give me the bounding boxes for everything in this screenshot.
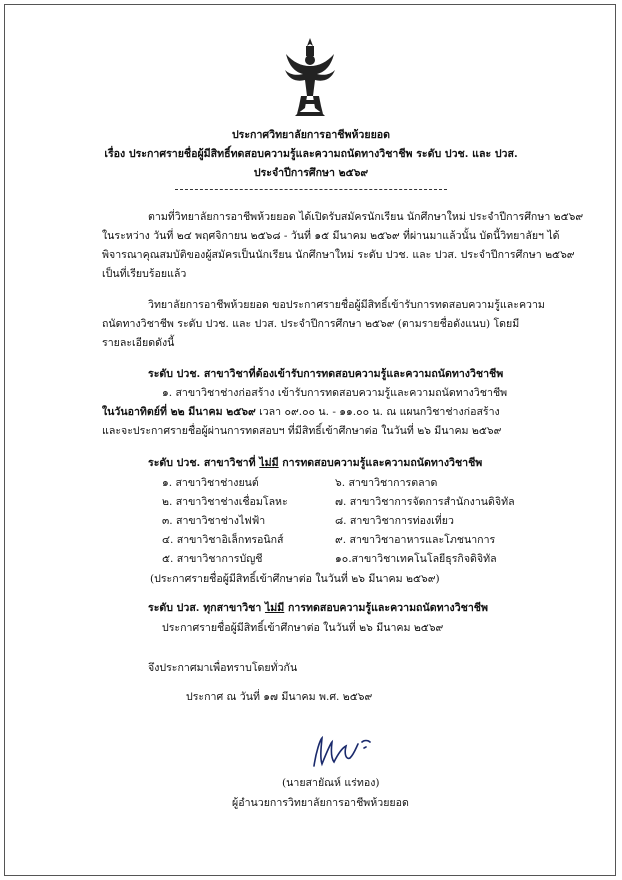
paragraph-1-line-1: ตามที่วิทยาลัยการอาชีพห้วยยอด ได้เปิดรับสมัครนักเรียน นักศึกษาใหม่ ประจำปีการศึกษา ๒๕๖๙ xyxy=(148,211,584,223)
major-list-item: ๘. สาขาวิชาการท่องเที่ยว xyxy=(335,515,454,527)
paragraph-2-line-2: ถนัดทางวิชาชีพ ระดับ ปวช. และ ปวส. ประจำปีการศึกษา ๒๕๖๙ (ตามรายชื่อดังแนบ) โดยมี xyxy=(102,318,520,330)
section-2-no-exam: ไม่มี xyxy=(259,457,279,469)
exam-time-place: เวลา ๐๙.๐๐ น. - ๑๑.๐๐ น. ณ แผนกวิชาช่างก่อสร้าง xyxy=(255,406,500,418)
garuda-emblem-icon xyxy=(283,36,337,120)
major-list-item: ๓. สาขาวิชาช่างไฟฟ้า xyxy=(162,515,266,527)
major-list-item: ๕. สาขาวิชาการบัญชี xyxy=(162,553,263,565)
paragraph-2-line-3: รายละเอียดดังนี้ xyxy=(102,337,175,349)
signature-icon xyxy=(306,732,378,772)
subject-line: เรื่อง ประกาศรายชื่อผู้มีสิทธิ์ทดสอบความรู้และความถนัดทางวิชาชีพ ระดับ ปวช. และ ปวส. xyxy=(104,148,518,160)
section-1-date-line xyxy=(102,405,500,419)
section-3-no-exam: ไม่มี xyxy=(264,602,285,614)
section-2-heading-post: การทดสอบความรู้และความถนัดทางวิชาชีพ xyxy=(278,457,483,469)
paragraph-1-line-4: เป็นที่เรียบร้อยแล้ว xyxy=(102,268,187,280)
major-list-item: ๙. สาขาวิชาอาหารและโภชนาการ xyxy=(335,534,496,546)
section-3-heading-post: การทดสอบความรู้และความถนัดทางวิชาชีพ xyxy=(284,602,488,614)
section-1-heading: ระดับ ปวช. สาขาวิชาที่ต้องเข้ารับการทดสอบความรู้และความถนัดทางวิชาชีพ xyxy=(148,368,504,380)
announcement-date: ประกาศ ณ วันที่ ๑๗ มีนาคม พ.ศ. ๒๕๖๙ xyxy=(186,691,373,703)
major-list-item: ๗. สาขาวิชาการจัดการสำนักงานดิจิทัล xyxy=(335,496,515,508)
header-divider xyxy=(175,189,447,190)
section-3-heading-pre: ระดับ ปวส. ทุกสาขาวิชา xyxy=(148,602,265,614)
closing-announce: จึงประกาศมาเพื่อทราบโดยทั่วกัน xyxy=(148,662,298,674)
year-line: ประจำปีการศึกษา ๒๕๖๙ xyxy=(253,167,369,179)
paragraph-1-line-2: ในระหว่าง วันที่ ๒๔ พฤศจิกายน ๒๕๖๘ - วันที่ ๑๕ มีนาคม ๒๕๖๙ ที่ผ่านมาแล้วนั้น บัดนี้วิทยาลัยฯ ได้ xyxy=(102,230,560,242)
issuer-title: ประกาศวิทยาลัยการอาชีพห้วยยอด xyxy=(231,129,391,141)
section-2-heading xyxy=(148,456,482,470)
section-2-note: (ประกาศรายชื่อผู้มีสิทธิ์เข้าศึกษาต่อ ในวันที่ ๒๖ มีนาคม ๒๕๖๙) xyxy=(150,573,440,585)
section-2-heading-pre: ระดับ ปวช. สาขาวิชาที่ xyxy=(148,457,260,469)
major-list-item: ๔. สาขาวิชาอิเล็กทรอนิกส์ xyxy=(162,534,284,546)
paragraph-2-line-1: วิทยาลัยการอาชีพห้วยยอด ขอประกาศรายชื่อผู้มีสิทธิ์เข้ารับการทดสอบความรู้และความ xyxy=(148,299,545,311)
section-1-result-line: และจะประกาศรายชื่อผู้ผ่านการทดสอบฯ ที่มีสิทธิ์เข้าศึกษาต่อ ในวันที่ ๒๖ มีนาคม ๒๕๖๙ xyxy=(102,425,502,437)
exam-date: ในวันอาทิตย์ที่ ๒๒ มีนาคม ๒๕๖๙ xyxy=(102,406,256,418)
signer-name: (นายสายัณห์ แร่ทอง) xyxy=(282,777,380,789)
section-1-item: ๑. สาขาวิชาช่างก่อสร้าง เข้ารับการทดสอบความรู้และความถนัดทางวิชาชีพ xyxy=(162,387,508,399)
paragraph-1-line-3: พิจารณาคุณสมบัติของผู้สมัครเป็นนักเรียน นักศึกษาใหม่ ระดับ ปวช. และ ปวส. ประจำปีการศึกษา ๒๕๖๙ xyxy=(102,249,575,261)
major-list-item: ๑๐.สาขาวิชาเทคโนโลยีธุรกิจดิจิทัล xyxy=(335,553,497,565)
major-list-item: ๖. สาขาวิชาการตลาด xyxy=(335,477,438,489)
major-list-item: ๒. สาขาวิชาช่างเชื่อมโลหะ xyxy=(162,496,288,508)
section-3-line: ประกาศรายชื่อผู้มีสิทธิ์เข้าศึกษาต่อ ในวันที่ ๒๖ มีนาคม ๒๕๖๙ xyxy=(162,622,444,634)
section-3-heading xyxy=(148,601,488,615)
major-list-item: ๑. สาขาวิชาช่างยนต์ xyxy=(162,477,259,489)
signer-title: ผู้อำนวยการวิทยาลัยการอาชีพห้วยยอด xyxy=(232,797,409,809)
